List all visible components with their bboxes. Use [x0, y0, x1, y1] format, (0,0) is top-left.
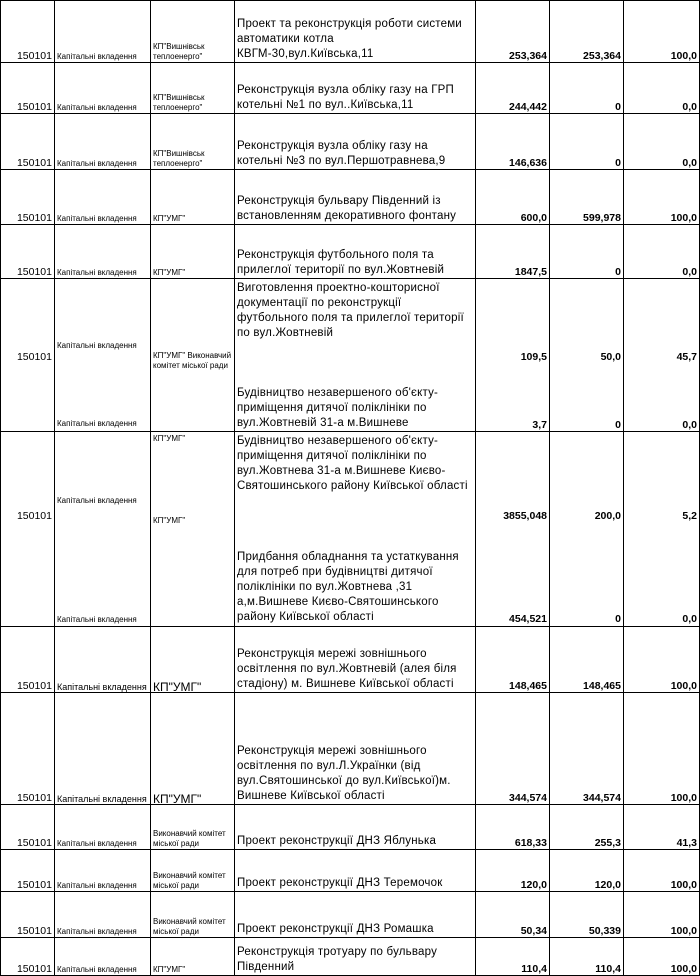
- organization: КП"УМГ": [151, 170, 235, 225]
- execution-percent: 100,0: [624, 850, 700, 892]
- execution-percent: 100,0: [624, 693, 700, 805]
- organization: КП"УМГ": [151, 693, 235, 805]
- project-description: Придбання обладнання та устаткування для потреб при будівництві дитячої поліклініки по вул.Жовтнева ,31 а,м.Вишневе Києво-Святошинського району Київської області: [237, 551, 459, 623]
- execution-percent: 41,3: [624, 805, 700, 850]
- expense-kind: Капітальні вкладення: [57, 341, 137, 350]
- budget-code: 150101: [1, 627, 55, 693]
- project-description: Реконструкція вузла обліку газу на ГРП котельні №1 по вул..Київська,11: [235, 63, 476, 114]
- table-row: [1, 114, 700, 170]
- budget-code: 150101: [1, 850, 55, 892]
- expense-kind: Капітальні вкладення: [55, 892, 151, 938]
- budget-code: 150101: [1, 63, 55, 114]
- project-description: Проект та реконструкція роботи системи автоматики котла КВГМ-30,вул.Київська,11: [235, 1, 476, 63]
- fact-amount: 0: [615, 419, 621, 431]
- project-description: Проект реконструкції ДНЗ Яблунька: [235, 805, 476, 850]
- expense-kind: Капітальні вкладення: [55, 225, 151, 279]
- table-row: [1, 1, 700, 63]
- project-description: Проект реконструкції ДНЗ Теремочок: [235, 850, 476, 892]
- plan-amount: 120,0: [476, 850, 550, 892]
- table-row: [1, 432, 700, 627]
- expense-kind: Капітальні вкладення: [55, 63, 151, 114]
- table-row: [1, 170, 700, 225]
- plan-amount: 244,442: [476, 63, 550, 114]
- project-description: Реконструкція тротуару по бульвару Південний: [235, 938, 476, 976]
- fact-amount: 0: [615, 613, 621, 625]
- project-description: Реконструкція футбольного поля та прилеглої території по вул.Жовтневій: [235, 225, 476, 279]
- organization: Виконавчий комітет міської ради: [151, 850, 235, 892]
- table-row: [1, 693, 700, 805]
- budget-code: 150101: [1, 225, 55, 279]
- fact-amount: 0: [550, 63, 624, 114]
- expense-kind: Капітальні вкладення: [55, 170, 151, 225]
- expense-kind: Капітальні вкладення: [55, 850, 151, 892]
- plan-amount: 344,574: [476, 693, 550, 805]
- plan-amount: 3,7: [532, 419, 547, 431]
- fact-amount: 255,3: [550, 805, 624, 850]
- plan-amount: 600,0: [476, 170, 550, 225]
- execution-percent: 100,0: [624, 1, 700, 63]
- organization: Виконавчий комітет міської ради: [151, 805, 235, 850]
- organization: КП"Вишнівськ теплоенерго": [151, 1, 235, 63]
- plan-amount: 148,465: [476, 627, 550, 693]
- plan-amount: 110,4: [476, 938, 550, 976]
- table-row: [1, 225, 700, 279]
- expense-kind: Капітальні вкладення: [55, 805, 151, 850]
- execution-percent: 0,0: [682, 613, 697, 625]
- plan-amount: 109,5: [520, 351, 547, 363]
- table-row: [1, 63, 700, 114]
- execution-percent: 100,0: [624, 627, 700, 693]
- fact-amount: 50,339: [550, 892, 624, 938]
- plan-amount: 50,34: [476, 892, 550, 938]
- execution-percent: 45,7: [676, 351, 697, 363]
- plan-amount: 3855,048: [503, 510, 547, 522]
- plan-amount: 146,636: [476, 114, 550, 170]
- plan-amount: 618,33: [476, 805, 550, 850]
- execution-percent: 100,0: [624, 938, 700, 976]
- organization: Виконавчий комітет міської ради: [151, 892, 235, 938]
- plan-amount: 1847,5: [476, 225, 550, 279]
- project-description: Виготовлення проектно-кошторисної документації по реконструкції футбольного поля та прилеглої території по вул.Жовтневій: [237, 282, 464, 339]
- project-description: Будівництво незавершеного об'єкту-приміщення дитячої поліклініки по вул.Жовтневій 31-а м.Вишневе: [237, 387, 439, 429]
- execution-percent: 0,0: [624, 63, 700, 114]
- execution-percent: 5,2: [682, 510, 697, 522]
- budget-code: 150101: [1, 938, 55, 976]
- expense-kind: Капітальні вкладення: [57, 615, 137, 624]
- fact-amount: 200,0: [594, 510, 621, 522]
- project-description: Проект реконструкції ДНЗ Ромашка: [235, 892, 476, 938]
- execution-percent: 100,0: [624, 170, 700, 225]
- budget-code: 150101: [1, 432, 55, 627]
- project-description: Реконструкція вузла обліку газу на котельні №3 по вул.Першотравнева,9: [235, 114, 476, 170]
- organization: КП"УМГ": [151, 627, 235, 693]
- plan-amount: 253,364: [476, 1, 550, 63]
- organization: КП"Вишнівськ теплоенерго": [151, 63, 235, 114]
- expense-kind: Капітальні вкладення: [57, 496, 137, 505]
- budget-code: 150101: [1, 279, 55, 432]
- expense-kind: Капітальні вкладення: [55, 627, 151, 693]
- budget-code: 150101: [1, 114, 55, 170]
- table-row: [1, 627, 700, 693]
- fact-amount: 148,465: [550, 627, 624, 693]
- execution-percent: 100,0: [624, 892, 700, 938]
- organization: КП"УМГ": [151, 225, 235, 279]
- table-row: [1, 850, 700, 892]
- project-description: Будівництво незавершеного об'єкту-приміщення дитячої поліклініки по вул.Жовтнева 31-а м.Вишневе Києво-Святошинського району Київської області: [237, 435, 468, 492]
- fact-amount: 599,978: [550, 170, 624, 225]
- fact-amount: 344,574: [550, 693, 624, 805]
- budget-code: 150101: [1, 170, 55, 225]
- budget-code: 150101: [1, 805, 55, 850]
- fact-amount: 0: [550, 114, 624, 170]
- organization: КП"УМГ": [153, 434, 186, 443]
- organization: КП"УМГ": [151, 938, 235, 976]
- table-row: [1, 279, 700, 432]
- expense-kind: Капітальні вкладення: [55, 693, 151, 805]
- project-description: Реконструкція мережі зовнішнього освітлення по вул.Л.Українки (від вул.Святошинської до вул.Київської)м. Вишневе Київської області: [235, 693, 476, 805]
- budget-code: 150101: [1, 892, 55, 938]
- expense-kind: Капітальні вкладення: [55, 1, 151, 63]
- budget-code: 150101: [1, 1, 55, 63]
- fact-amount: 253,364: [550, 1, 624, 63]
- plan-amount: 454,521: [509, 613, 547, 625]
- execution-percent: 0,0: [682, 419, 697, 431]
- expense-kind: Капітальні вкладення: [55, 938, 151, 976]
- organization: КП"УМГ" Виконавчий комітет міської ради: [151, 279, 235, 432]
- table-row: [1, 892, 700, 938]
- expense-kind: Капітальні вкладення: [57, 419, 137, 428]
- budget-code: 150101: [1, 693, 55, 805]
- table-row: [1, 805, 700, 850]
- project-description: Реконструкція бульвару Південний із встановленням декоративного фонтану: [235, 170, 476, 225]
- project-description: Реконструкція мережі зовнішнього освітлення по вул.Жовтневій (алея біля стадіону) м. Вишневе Київської області: [235, 627, 476, 693]
- fact-amount: 110,4: [550, 938, 624, 976]
- fact-amount: 120,0: [550, 850, 624, 892]
- fact-amount: 50,0: [600, 351, 621, 363]
- table-row: [1, 938, 700, 976]
- execution-percent: 0,0: [624, 114, 700, 170]
- organization: КП"Вишнівськ теплоенерго": [151, 114, 235, 170]
- expense-kind: Капітальні вкладення: [55, 114, 151, 170]
- execution-percent: 0,0: [624, 225, 700, 279]
- organization: КП"УМГ": [153, 516, 186, 525]
- fact-amount: 0: [550, 225, 624, 279]
